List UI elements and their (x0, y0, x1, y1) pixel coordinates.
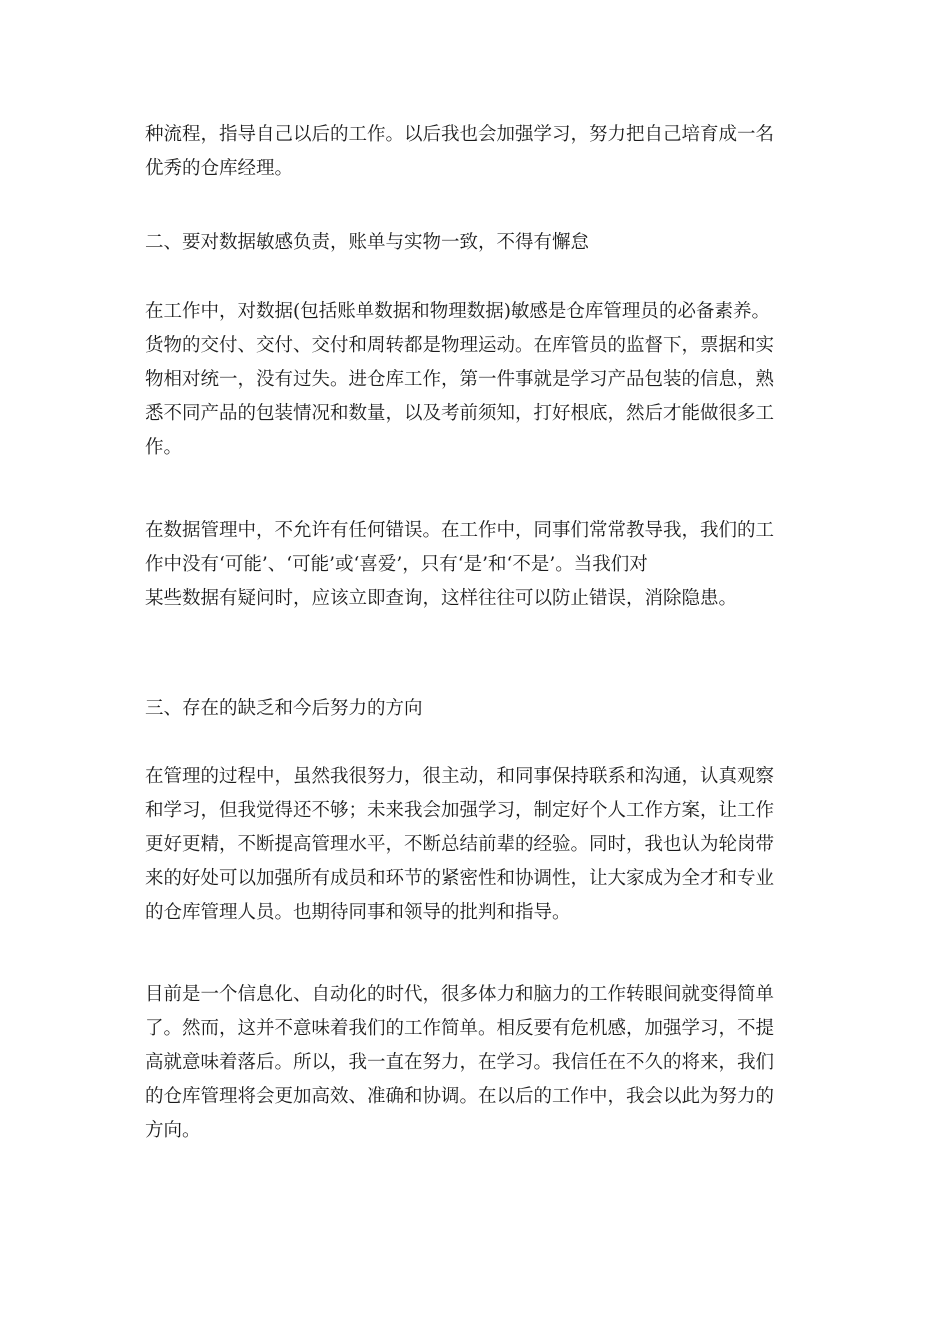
paragraph-intro-continuation (145, 118, 805, 186)
text-line: 的仓库管理人员。也期待同事和领导的批判和指导。 (145, 902, 571, 923)
text-line: 高就意味着落后。所以，我一直在努力，在学习。我信任在不久的将来，我们 (145, 1052, 775, 1073)
text-line: 来的好处可以加强所有成员和环节的紧密性和协调性，让大家成为全才和专业 (145, 868, 775, 889)
section-heading-two (145, 226, 805, 260)
paragraph-data-sensitivity (145, 295, 805, 465)
text-line: 了。然而，这并不意味着我们的工作简单。相反要有危机感，加强学习，不提 (145, 1018, 775, 1039)
text-line: 和学习，但我觉得还不够；未来我会加强学习，制定好个人工作方案，让工作 (145, 800, 775, 821)
heading-text: 三、存在的缺乏和今后努力的方向 (145, 698, 423, 719)
text-line: 悉不同产品的包装情况和数量，以及考前须知，打好根底，然后才能做很多工 (145, 403, 775, 424)
text-line: 目前是一个信息化、自动化的时代，很多体力和脑力的工作转眼间就变得简单 (145, 984, 775, 1005)
heading-text: 二、要对数据敏感负责，账单与实物一致，不得有懈怠 (145, 232, 590, 253)
text-line: 某些数据有疑问时，应该立即查询，这样往往可以防止错误，消除隐患。 (145, 588, 738, 609)
paragraph-shortcomings (145, 760, 805, 930)
text-line: 种流程，指导自己以后的工作。以后我也会加强学习，努力把自己培育成一名 (145, 124, 775, 145)
text-line: 在数据管理中，不允许有任何错误。在工作中，同事们常常教导我，我们的工 (145, 520, 775, 541)
paragraph-data-management (145, 514, 805, 616)
paragraph-future-direction (145, 978, 805, 1148)
text-line: 作。 (145, 437, 183, 458)
text-line: 更好更精，不断提高管理水平，不断总结前辈的经验。同时，我也认为轮岗带 (145, 834, 775, 855)
text-line: 在工作中，对数据(包括账单数据和物理数据)敏感是仓库管理员的必备素养。 (145, 301, 770, 322)
text-line: 货物的交付、交付、交付和周转都是物理运动。在库管员的监督下，票据和实 (145, 335, 775, 356)
text-line: 作中没有‘可能’、‘可能’或‘喜爱’，只有‘是’和‘不是’。当我们对 (145, 554, 648, 575)
text-line: 在管理的过程中，虽然我很努力，很主动，和同事保持联系和沟通，认真观察 (145, 766, 775, 787)
text-line: 的仓库管理将会更加高效、准确和协调。在以后的工作中，我会以此为努力的 (145, 1086, 775, 1107)
text-line: 物相对统一，没有过失。进仓库工作，第一件事就是学习产品包装的信息，熟 (145, 369, 775, 390)
section-heading-three (145, 692, 805, 726)
text-line: 方向。 (145, 1120, 201, 1141)
text-line: 优秀的仓库经理。 (145, 158, 294, 179)
